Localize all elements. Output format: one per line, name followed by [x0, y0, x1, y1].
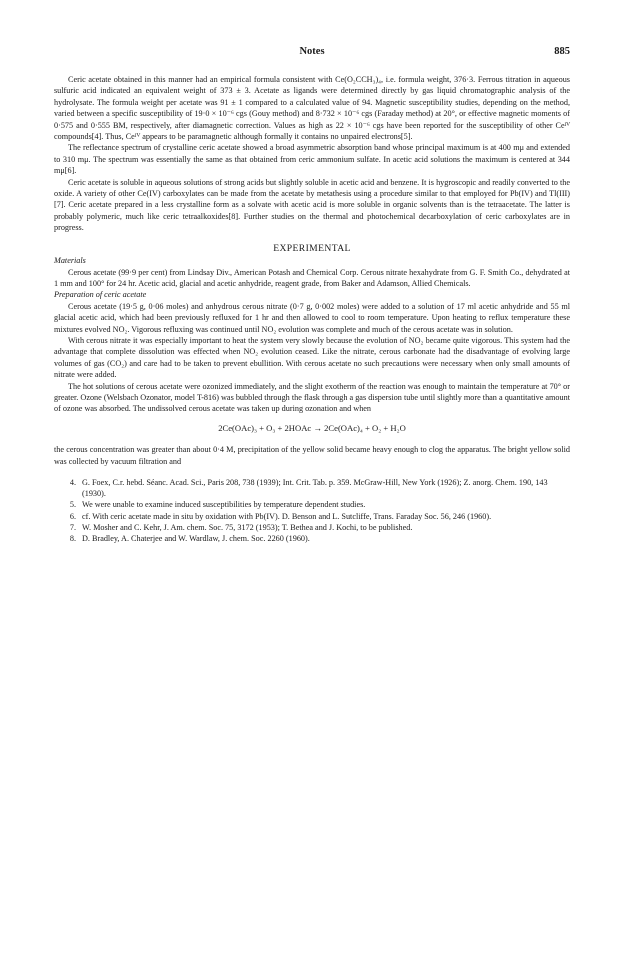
preparation-paragraph: With cerous nitrate it was especially important to heat the system very slowly because the evolution of NO₂ became quite vigorous. This system had the advantage that complete dissolution was effected when NO₂ evolution ceased. Like the nitrate, cerous carbonate had the disadvantage of evolving large volumes of gas (CO₂) and care had to be taken to prevent ebullition. With cerous acetate no such precautions were necessary when only small amounts of nitrate were added.: [54, 335, 570, 380]
journal-page: [54, 46, 570, 544]
reference-text: We were unable to examine induced susceptibilities by temperature dependent studies.: [82, 500, 366, 510]
preparation-paragraph: The hot solutions of cerous acetate were ozonized immediately, and the slight exotherm of the reaction was enough to maintain the temperature at 70° or greater. Ozone (Welsbach Ozonator, model T-816) was bubbled through the flask through a gas dispersion tube until slightly more than a quantitative amount of ozone was absorbed. The undissolved cerous acetate was taken up during ozonation and when: [54, 381, 570, 414]
page-number: 885: [554, 46, 570, 57]
reference-text: W. Mosher and C. Kehr, J. Am. chem. Soc. 75, 3172 (1953); T. Bethea and J. Kochi, to be published.: [82, 522, 413, 532]
article-body: [54, 74, 570, 467]
reaction-equation: 2Ce(OAc)₃ + O₃ + 2HOAc → 2Ce(OAc)₄ + O₂ + H₂O: [218, 422, 406, 433]
running-header: [54, 46, 570, 62]
reference-text: G. Foex, C.r. hebd. Séanc. Acad. Sci., Paris 208, 738 (1939); Int. Crit. Tab. p. 359. McGraw-Hill, New York (1926); Z. anorg. Chem. 190, 143 (1930).: [82, 478, 548, 499]
subheading-preparation: Preparation of ceric acetate: [54, 290, 147, 300]
materials-paragraph: Cerous acetate (99·9 per cent) from Lindsay Div., American Potash and Chemical Corp. Cerous nitrate hexahydrate from G. F. Smith Co., dehydrated at 1 mm and 100° for 24 hr. Acetic acid, glacial and acetic anhydride, reagent grade, from Baker and Adamson, Allied Chemicals.: [54, 267, 570, 288]
footnote-references: [54, 477, 570, 544]
running-title: Notes: [299, 46, 325, 57]
reference-number: 8.: [69, 534, 76, 544]
reference-item: [54, 511, 570, 522]
reference-text: D. Bradley, A. Chaterjee and W. Wardlaw, J. chem. Soc. 2260 (1960).: [82, 534, 310, 544]
reference-text: cf. With ceric acetate made in situ by oxidation with Pb(IV). D. Benson and L. Sutcliffe, Trans. Faraday Soc. 56, 246 (1960).: [82, 511, 492, 521]
section-heading-experimental: EXPERIMENTAL: [273, 242, 351, 254]
body-paragraph: Ceric acetate is soluble in aqueous solutions of strong acids but slightly soluble in acetic acid and benzene. It is hygroscopic and readily converted to the oxide. A variety of other Ce(IV) carboxylates can be made from the acetate by metathesis using a procedure similar to that employed for Pb(IV) and Tl(III)[7]. Ceric acetate prepared in a less crystalline form as a solvate with acetic acid is more soluble in organic solvents than is the tetraacetate. The latter is probably polymeric, much like ceric tetraalkoxides[8]. Further studies on the thermal and photochemical decarboxylation of ceric carboxylates are in progress.: [54, 177, 570, 233]
reference-item: [54, 533, 570, 544]
reference-number: 7.: [69, 522, 76, 532]
reference-number: 4.: [69, 478, 76, 487]
body-paragraph: The reflectance spectrum of crystalline ceric acetate showed a broad asymmetric absorption band whose principal maximum is at 400 mμ and extended to 310 mμ. The spectrum was essentially the same as that obtained from ceric ammonium sulfate. In acetic acid solutions the maximum is centered at 344 mμ[6].: [54, 143, 570, 176]
preparation-paragraph: Cerous acetate (19·5 g, 0·06 moles) and anhydrous cerous nitrate (0·7 g, 0·002 moles) were added to a solution of 17 ml acetic anhydride and 55 ml glacial acetic acid, which had been previously refluxed for 1 hr and then allowed to cool to room temperature. Upon heating to reflux temperature these mixtures evolved NO₂. Vigorous refluxing was continued until NO₂ evolution was complete and much of the cerous acetate was in solution.: [54, 301, 570, 334]
subheading-materials: Materials: [54, 256, 86, 266]
reference-item: [54, 499, 570, 510]
reference-item: [54, 522, 570, 533]
reference-number: 5.: [69, 500, 76, 510]
reference-number: 6.: [69, 511, 76, 521]
body-paragraph: Ceric acetate obtained in this manner had an empirical formula consistent with Ce(O₂CCH₃)₄, i.e. formula weight, 376·3. Ferrous titration in aqueous sulfuric acid indicated an equivalent weight of 373 ± 3. Acetate as ligands were determined directly by gas liquid chromatographic analysis of the hydrolysate. The formula weight per acetate was 91 ± 1 compared to a calculated value of 94. Magnetic susceptibility studies, depending on the method, varied between a specific susceptibility of 19·0 × 10⁻⁶ cgs (Gouy method) and 8·732 × 10⁻⁶ cgs (Faraday method) at 20°, or effective magnetic moments of 0·575 and 0·555 BM, respectively, after diamagnetic correction. Values as high as 22 × 10⁻⁶ cgs have been reported for the susceptibility of other Ceᴵⱽ compounds[4]. Thus, Ceᴵⱽ appears to be paramagnetic although formally it contains no unpaired electrons[5].: [54, 75, 570, 142]
reference-item: [54, 477, 570, 499]
post-equation-paragraph: the cerous concentration was greater than about 0·4 M, precipitation of the yellow solid became heavy enough to clog the apparatus. The bright yellow solid was collected by vacuum filtration and: [54, 445, 570, 466]
